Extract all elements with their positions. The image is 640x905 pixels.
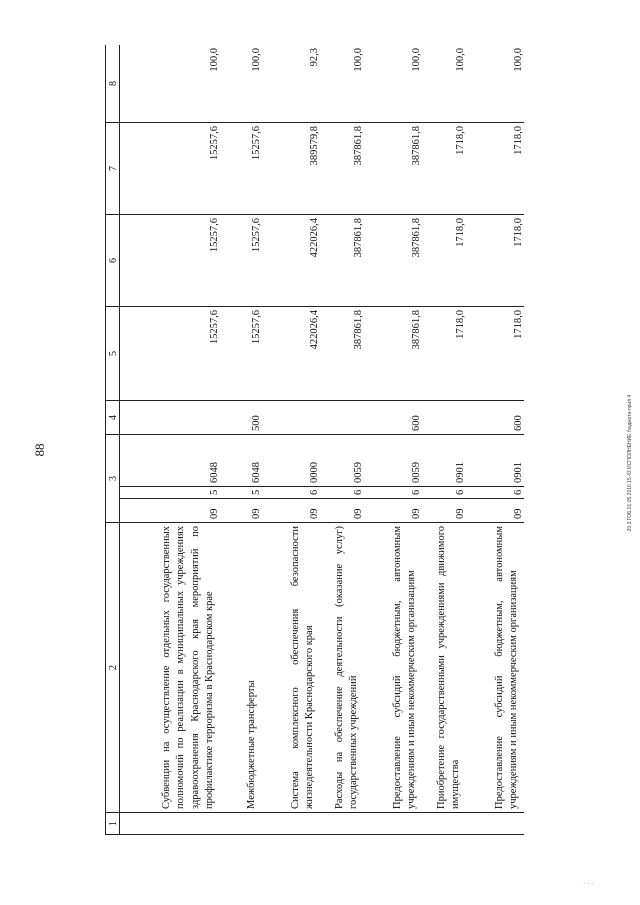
table-row (120, 45, 220, 835)
code-section-cell: 09 (220, 499, 262, 523)
code-type-cell (422, 401, 466, 435)
row-name-cell: Субвенции на осуществление отдельных государственных полномочий по реализации в муниципальных учреждениях здравоохранения Краснодарского края мероприятий по профилактике терроризма в Краснодарском крае (120, 523, 220, 813)
code-section-cell: 09 (466, 499, 524, 523)
column-header-4: 4 (106, 401, 120, 435)
code-type-cell: 600 (364, 401, 422, 435)
value-col6-cell: 387861,8 (320, 215, 364, 307)
code-section-cell: 09 (422, 499, 466, 523)
value-col5-cell: 15257,6 (220, 307, 262, 401)
value-col6-cell: 15257,6 (220, 215, 262, 307)
document-table-area (105, 45, 535, 835)
code-subsection-cell: 5 (120, 487, 220, 499)
row-index-cell (422, 813, 466, 835)
value-col5-cell: 422026,4 (262, 307, 320, 401)
row-index-cell (220, 813, 262, 835)
row-index-cell (364, 813, 422, 835)
column-header-1: 1 (106, 813, 120, 835)
code-subsection-cell: 5 (220, 487, 262, 499)
row-name-cell: Система комплексного обеспечения безопасности жизнедеятельности Краснодарского края (262, 523, 320, 813)
value-col8-cell: 100,0 (422, 45, 466, 123)
code-section-cell: 09 (320, 499, 364, 523)
value-col6-cell: 15257,6 (120, 215, 220, 307)
code-item-cell: 0000 (262, 435, 320, 487)
code-type-cell (262, 401, 320, 435)
value-col7-cell: 387861,8 (320, 123, 364, 215)
row-index-cell (320, 813, 364, 835)
table-row (422, 45, 466, 835)
rotated-page (105, 45, 535, 835)
value-col8-cell: 92,3 (262, 45, 320, 123)
code-subsection-cell: 6 (364, 487, 422, 499)
value-col7-cell: 1718,0 (422, 123, 466, 215)
code-type-cell (320, 401, 364, 435)
value-col7-cell: 387861,8 (364, 123, 422, 215)
table-row (466, 45, 524, 835)
table-row (320, 45, 364, 835)
code-item-cell: 0901 (466, 435, 524, 487)
table-row (262, 45, 320, 835)
value-col5-cell: 1718,0 (466, 307, 524, 401)
row-name-cell: Приобретение государственными учреждениями движимого имущества (422, 523, 466, 813)
table-header-row (106, 45, 120, 835)
value-col8-cell: 100,0 (120, 45, 220, 123)
code-item-cell: 6048 (220, 435, 262, 487)
row-index-cell (466, 813, 524, 835)
column-header-2: 2 (106, 523, 120, 813)
budget-table (105, 45, 524, 835)
row-name-cell: Предоставление субсидий бюджетным, автономным учреждениям и иным некоммерческим организациям (466, 523, 524, 813)
code-type-cell (120, 401, 220, 435)
row-name-cell: Межбюджетные трансферты (220, 523, 262, 813)
code-item-cell: 0059 (364, 435, 422, 487)
page-number: 88 (32, 443, 47, 457)
value-col7-cell: 389579,8 (262, 123, 320, 215)
column-header-8: 8 (106, 45, 120, 123)
code-type-cell: 600 (466, 401, 524, 435)
value-col5-cell: 387861,8 (364, 307, 422, 401)
code-section-cell: 09 (120, 499, 220, 523)
code-subsection-cell: 6 (262, 487, 320, 499)
column-header-3: 3 (106, 435, 120, 523)
table-row (220, 45, 262, 835)
code-item-cell: 0059 (320, 435, 364, 487)
row-name-cell: Расходы на обеспечение деятельности (оказание услуг) государственных учреждений (320, 523, 364, 813)
table-body (120, 45, 524, 835)
table-row (364, 45, 422, 835)
value-col7-cell: 1718,0 (466, 123, 524, 215)
value-col8-cell: 100,0 (320, 45, 364, 123)
code-subsection-cell: 6 (320, 487, 364, 499)
corner-mark: · · · (583, 880, 594, 888)
code-item-cell: 6048 (120, 435, 220, 487)
value-col7-cell: 15257,6 (120, 123, 220, 215)
row-index-cell (120, 813, 220, 835)
value-col7-cell: 15257,6 (220, 123, 262, 215)
code-subsection-cell: 6 (466, 487, 524, 499)
column-header-5: 5 (106, 307, 120, 401)
value-col8-cell: 100,0 (466, 45, 524, 123)
value-col8-cell: 100,0 (364, 45, 422, 123)
code-subsection-cell: 6 (422, 487, 466, 499)
value-col5-cell: 1718,0 (422, 307, 466, 401)
code-item-cell: 0901 (422, 435, 466, 487)
code-section-cell: 09 (262, 499, 320, 523)
code-type-cell: 500 (220, 401, 262, 435)
value-col5-cell: 15257,6 (120, 307, 220, 401)
value-col6-cell: 1718,0 (422, 215, 466, 307)
value-col6-cell: 1718,0 (466, 215, 524, 307)
row-name-cell: Предоставление субсидий бюджетным, автономным учреждениям и иным некоммерческим организациям (364, 523, 422, 813)
value-col6-cell: 387861,8 (364, 215, 422, 307)
value-col5-cell: 387861,8 (320, 307, 364, 401)
value-col6-cell: 422026,4 (262, 215, 320, 307)
code-section-cell: 09 (364, 499, 422, 523)
file-stamp-note: 20.3 ГОБ.01.05.2016 15.43 ИСПОЛНЕНИЕ бюджета-прил 4 (627, 394, 633, 532)
value-col8-cell: 100,0 (220, 45, 262, 123)
row-index-cell (262, 813, 320, 835)
column-header-7: 7 (106, 123, 120, 215)
column-header-6: 6 (106, 215, 120, 307)
